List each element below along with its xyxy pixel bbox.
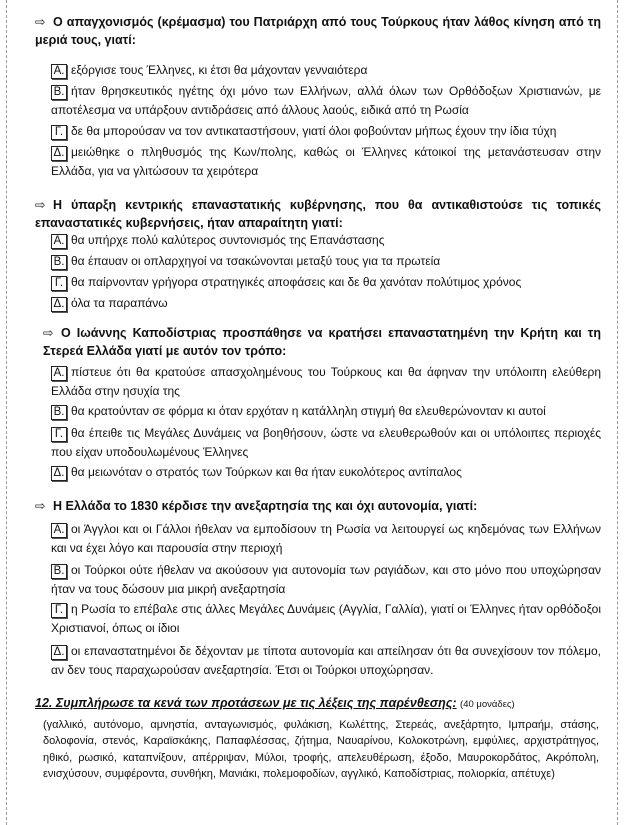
option-text: θα έπειθε τις Μεγάλες Δυνάμεις να βοηθήσουν, ώστε να ελευθερωθούν και οι υπόλοιπες περιοχές που είχαν υποδουλωμένους Έλληνες <box>51 426 601 459</box>
question-text: Η Ελλάδα το 1830 κέρδισε την ανεξαρτησία της και όχι αυτονομία, γιατί: <box>53 499 478 513</box>
arrow-icon: ⇨ <box>43 326 54 340</box>
arrow-icon: ⇨ <box>35 15 46 29</box>
option-text: θα έπαυαν οι οπλαρχηγοί να τσακώνονται μεταξύ τους για τα πρωτεία <box>71 254 441 268</box>
option-text: δε θα μπορούσαν να τον αντικαταστήσουν, γιατί όλοι φοβούνταν μήπως έχουν την ίδια τύχη <box>71 124 557 138</box>
q4-option-a[interactable] <box>51 520 601 558</box>
option-text: οι Τούρκοι ούτε ήθελαν να ακούσουν για αυτονομία των ραγιάδων, και στο μόνο που υποχώρησαν ήταν να τους δώσουν μια μικρή ανεξαρτησία <box>51 563 601 596</box>
option-text: θα παίρνονταν γρήγορα στρατηγικές αποφάσεις και δε θα χανόταν πολύτιμος χρόνος <box>71 275 522 289</box>
option-text: η Ρωσία το επέβαλε στις άλλες Μεγάλες Δυνάμεις (Αγγλία, Γαλλία), γιατί οι Έλληνες ήταν ορθόδοξοι Χριστιανοί, όπως οι ίδιοι <box>51 602 601 635</box>
q1-option-d[interactable] <box>51 143 601 181</box>
option-text: θα μειωνόταν ο στρατός των Τούρκων και θα ήταν ευκολότερος αντίπαλος <box>71 465 462 479</box>
section-12-title: 12. Συμπλήρωσε τα κενά των προτάσεων με τις λέξεις της παρένθεσης: <box>35 696 457 710</box>
q3-option-d[interactable] <box>51 463 601 482</box>
option-text: οι επαναστατημένοι δε δέχονταν με τίποτα αυτονομία και απείλησαν ότι θα συνεχίσουν τον πόλεμο, αν δεν τους παραχωρούσαν ανεξαρτησία. Έτσι οι Τούρκοι υποχώρησαν. <box>51 644 601 677</box>
option-letter: Α. <box>51 366 67 381</box>
q3-option-b[interactable] <box>51 402 601 421</box>
option-text: οι Άγγλοι και οι Γάλλοι ήθελαν να εμποδίσουν τη Ρωσία να λειτουργεί ως κηδεμόνας των Ελλήνων και να έχει λόγο και παρουσία στην περιοχή <box>51 522 601 555</box>
arrow-icon: ⇨ <box>35 198 46 212</box>
option-letter: Γ. <box>51 125 67 140</box>
q1-option-c[interactable] <box>51 122 601 141</box>
q2-option-c[interactable] <box>51 273 601 292</box>
question-3 <box>43 324 601 360</box>
option-letter: Δ. <box>51 297 67 312</box>
option-letter: Δ. <box>51 466 67 481</box>
q4-option-d[interactable] <box>51 642 601 680</box>
option-text: πίστευε ότι θα κρατούσε απασχολημένους του Τούρκους και θα άφηναν την υπόλοιπη ελεύθερη Ελλάδα στην ησυχία της <box>51 365 601 398</box>
question-text: Η ύπαρξη κεντρικής επαναστατικής κυβέρνησης, που θα αντικαθιστούσε τις τοπικές επαναστατικές κυβερνήσεις, ήταν απαραίτητη γιατί: <box>35 198 601 230</box>
q4-option-c[interactable] <box>51 600 601 638</box>
q4-option-b[interactable] <box>51 561 601 599</box>
option-letter: Β. <box>51 564 67 579</box>
option-letter: Α. <box>51 64 67 79</box>
section-12-header <box>35 694 605 714</box>
question-4 <box>35 497 601 515</box>
question-2 <box>35 196 601 232</box>
option-letter: Β. <box>51 85 67 100</box>
q3-option-c[interactable] <box>51 424 601 462</box>
section-12-points: (40 μονάδες) <box>460 699 515 710</box>
q3-option-a[interactable] <box>51 363 601 401</box>
option-text: θα υπήρχε πολύ καλύτερος συντονισμός της Επανάστασης <box>71 233 385 247</box>
option-text: ήταν θρησκευτικός ηγέτης όχι μόνο των Ελλήνων, αλλά όλων των Ορθόδοξων Χριστιανών, με αποτέλεσμα να υπάρξουν αντιδράσεις από άλλους λαούς, ειδικά από τη Ρωσία <box>51 84 601 117</box>
option-letter: Β. <box>51 405 67 420</box>
option-letter: Α. <box>51 234 67 249</box>
option-letter: Δ. <box>51 146 67 161</box>
option-text: μειώθηκε ο πληθυσμός της Κων/πολης, καθώς οι Έλληνες κάτοικοί της μετανάστευσαν στην Ελλάδα, για να γλιτώσουν τα χειρότερα <box>51 145 601 178</box>
option-letter: Γ. <box>51 603 67 618</box>
question-text: Ο απαγχονισμός (κρέμασμα) του Πατριάρχη από τους Τούρκους ήταν λάθος κίνηση από τη μεριά τους, γιατί: <box>35 15 601 47</box>
q1-option-b[interactable] <box>51 82 601 120</box>
word-bank: (γαλλικό, αυτόνομο, αμνηστία, ανταγωνισμός, φυλάκιση, Κωλέττης, Στερεάς, ανεξάρτητο, Ιμπραήμ, στάσης, δολοφονία, στενός, Καραϊσκάκης, Παπαφλέσσας, ζήτημα, Ναυαρίνου, Κολοκοτρώνη, εμφύλιες, αρχιστράτηγος, ηθικό, ρωσικό, καταπνίξουν, απέρριψαν, Μύλοι, τροφής, απελευθέρωση, έξοδο, Μαυροκορδάτος, Ακρόπολη, ενισχύσουν, συμφέροντα, συνθήκη, Μανιάκι, πολεμοφοδίων, αγγλικό, Καποδίστριας, πολιορκία, απέτυχε) <box>43 719 599 780</box>
option-letter: Α. <box>51 523 67 538</box>
worksheet-page <box>6 0 618 825</box>
option-letter: Δ. <box>51 645 67 660</box>
option-text: όλα τα παραπάνω <box>71 296 168 310</box>
q2-option-b[interactable] <box>51 252 601 271</box>
option-text: θα κρατούνταν σε φόρμα κι όταν ερχόταν η κατάλληλη στιγμή θα ελευθερώνονταν κι αυτοί <box>71 404 546 418</box>
q2-option-a[interactable] <box>51 231 601 250</box>
option-letter: Β. <box>51 255 67 270</box>
question-1 <box>35 13 601 49</box>
arrow-icon: ⇨ <box>35 499 46 513</box>
q2-option-d[interactable] <box>51 294 601 313</box>
question-text: Ο Ιωάννης Καποδίστριας προσπάθησε να κρατήσει επαναστατημένη την Κρήτη και τη Στερεά Ελλάδα γιατί με αυτόν τον τρόπο: <box>43 326 601 358</box>
q1-option-a[interactable] <box>51 61 601 80</box>
option-text: εξόργισε τους Έλληνες, κι έτσι θα μάχονταν γενναιότερα <box>71 63 368 77</box>
option-letter: Γ. <box>51 427 67 442</box>
option-letter: Γ. <box>51 276 67 291</box>
